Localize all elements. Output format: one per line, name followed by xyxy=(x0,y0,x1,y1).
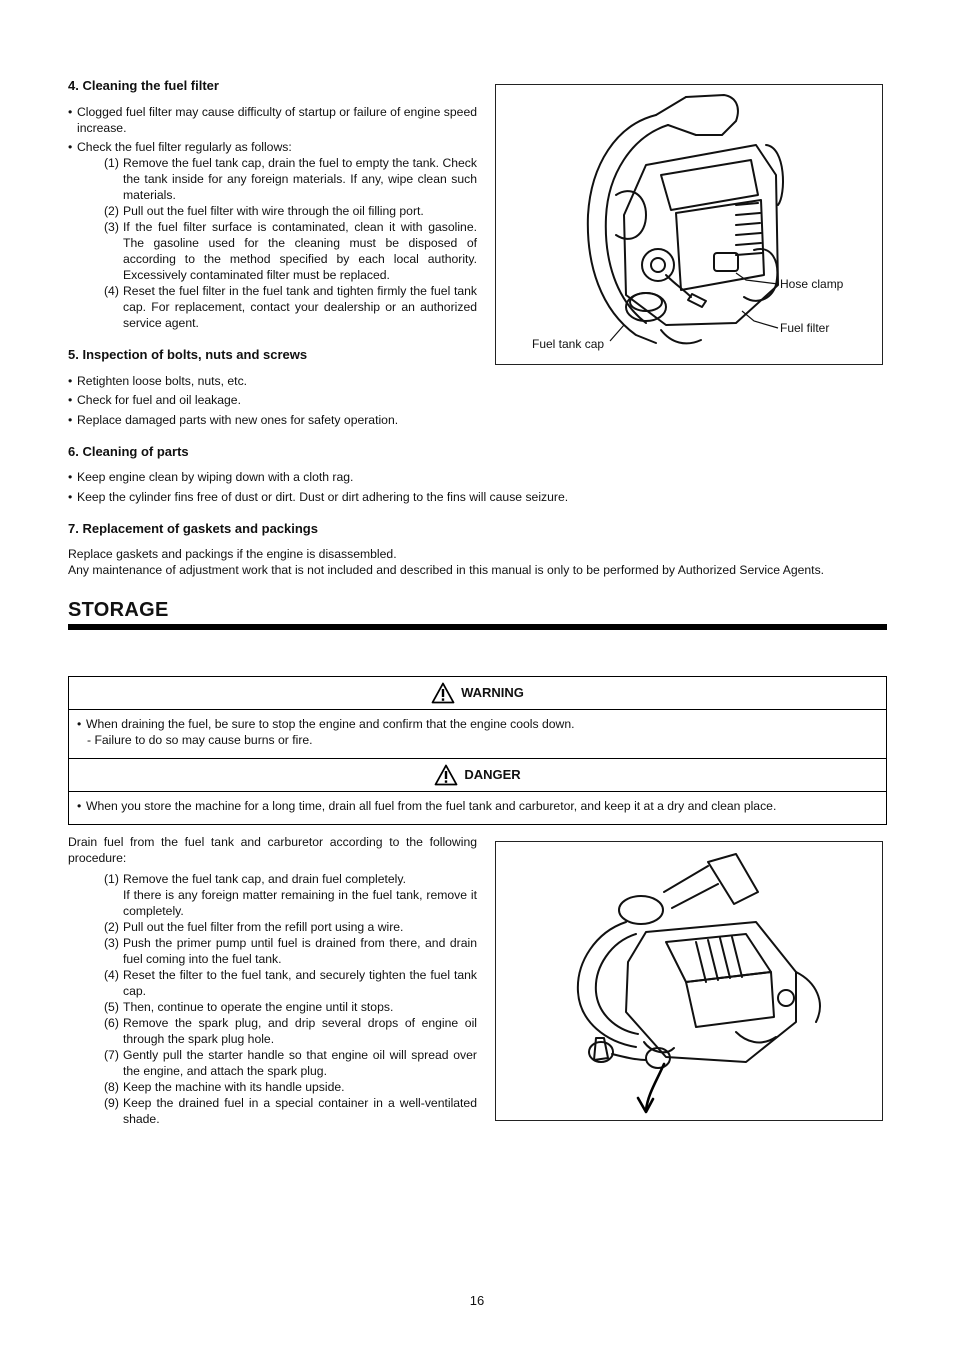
section-4-body xyxy=(68,104,477,331)
fuel-filter-steps xyxy=(68,155,477,331)
danger-text: • When you store the machine for a long time, drain all fuel from the fuel tank and carburetor, and keep it at a dry and clean place. xyxy=(77,798,878,814)
list-item: • Keep engine clean by wiping down with a cloth rag. xyxy=(68,469,888,485)
step-item: (5) Then, continue to operate the engine until it stops. xyxy=(104,1000,394,1014)
danger-header xyxy=(69,759,886,792)
warning-triangle-icon xyxy=(431,682,455,704)
section-6-title: 6. Cleaning of parts xyxy=(68,444,189,459)
step-item: (4) Reset the fuel filter in the fuel tank and tighten firmly the fuel tank cap. For replacement, contact your dealership or an authorized service agent. xyxy=(104,284,477,330)
list-item: • Replace damaged parts with new ones for safety operation. xyxy=(68,412,888,428)
page-number: 16 xyxy=(469,1293,485,1308)
danger-triangle-icon xyxy=(434,764,458,786)
section-5-body xyxy=(68,373,888,428)
label-hose-clamp: Hose clamp xyxy=(780,277,844,291)
paragraph-line: Replace gaskets and packings if the engine is disassembled. xyxy=(68,547,397,561)
label-fuel-filter: Fuel filter xyxy=(780,321,830,335)
warning-text: • When draining the fuel, be sure to stop the engine and confirm that the engine cools down. xyxy=(77,716,878,732)
storage-rule xyxy=(68,624,887,630)
warning-body xyxy=(69,710,886,759)
danger-label: DANGER xyxy=(464,767,521,782)
step-item: (1) Remove the fuel tank cap, and drain fuel completely. If there is any foreign matter remaining in the fuel tank, remove it completely. xyxy=(104,872,477,918)
storage-procedure xyxy=(68,834,477,1127)
storage-steps xyxy=(68,871,477,1127)
warning-header xyxy=(69,677,886,710)
step-item: (8) Keep the machine with its handle upside. xyxy=(104,1080,345,1094)
warning-subtext: - Failure to do so may cause burns or fire. xyxy=(87,733,313,747)
section-6-body xyxy=(68,469,888,505)
section-4-title: 4. Cleaning the fuel filter xyxy=(68,78,219,93)
step-item: (6) Remove the spark plug, and drip several drops of engine oil through the spark plug hole. xyxy=(104,1016,477,1046)
list-item: • Retighten loose bolts, nuts, etc. xyxy=(68,373,888,389)
paragraph-line: Any maintenance of adjustment work that is not included and described in this manual is only to be performed by Authorized Service Agents. xyxy=(68,563,825,577)
step-item: (9) Keep the drained fuel in a special container in a well-ventilated shade. xyxy=(104,1096,477,1126)
step-item: (7) Gently pull the starter handle so that engine oil will spread over the engine, and attach the spark plug. xyxy=(104,1048,477,1078)
fuel-filter-figure xyxy=(495,84,883,365)
drain-illustration xyxy=(496,842,882,1120)
warning-label: WARNING xyxy=(461,685,524,700)
step-item: (4) Reset the filter to the fuel tank, and securely tighten the fuel tank cap. xyxy=(104,968,477,998)
section-7-title: 7. Replacement of gaskets and packings xyxy=(68,521,318,536)
storage-heading: STORAGE xyxy=(68,599,169,621)
label-fuel-tank-cap: Fuel tank cap xyxy=(532,337,605,351)
list-item: • Check for fuel and oil leakage. xyxy=(68,392,888,408)
step-item: (2) Pull out the fuel filter with wire through the oil filling port. xyxy=(104,204,424,218)
section-5-title: 5. Inspection of bolts, nuts and screws xyxy=(68,347,308,362)
list-item: • Check the fuel filter regularly as follows: xyxy=(68,139,477,155)
list-item: • Clogged fuel filter may cause difficulty of startup or failure of engine speed increase. xyxy=(68,104,477,136)
step-item: (1) Remove the fuel tank cap, drain the fuel to empty the tank. Check the tank inside for any foreign materials. If any, wipe clean such materials. xyxy=(104,156,477,202)
step-item: (3) Push the primer pump until fuel is drained from there, and drain fuel coming into the fuel tank. xyxy=(104,936,477,966)
safety-box xyxy=(68,676,887,825)
step-item: (2) Pull out the fuel filter from the refill port using a wire. xyxy=(104,920,404,934)
section-7-body xyxy=(68,546,888,578)
drain-fuel-figure xyxy=(495,841,883,1121)
step-item: (3) If the fuel filter surface is contaminated, clean it with gasoline. The gasoline used for the cleaning must be disposed of according to the method specified by each local authority. Excessively contaminated filter must be replaced. xyxy=(104,220,477,282)
list-item: • Keep the cylinder fins free of dust or dirt. Dust or dirt adhering to the fins will cause seizure. xyxy=(68,489,888,505)
danger-body xyxy=(69,792,886,824)
storage-intro: Drain fuel from the fuel tank and carburetor according to the following procedure: xyxy=(68,835,477,865)
